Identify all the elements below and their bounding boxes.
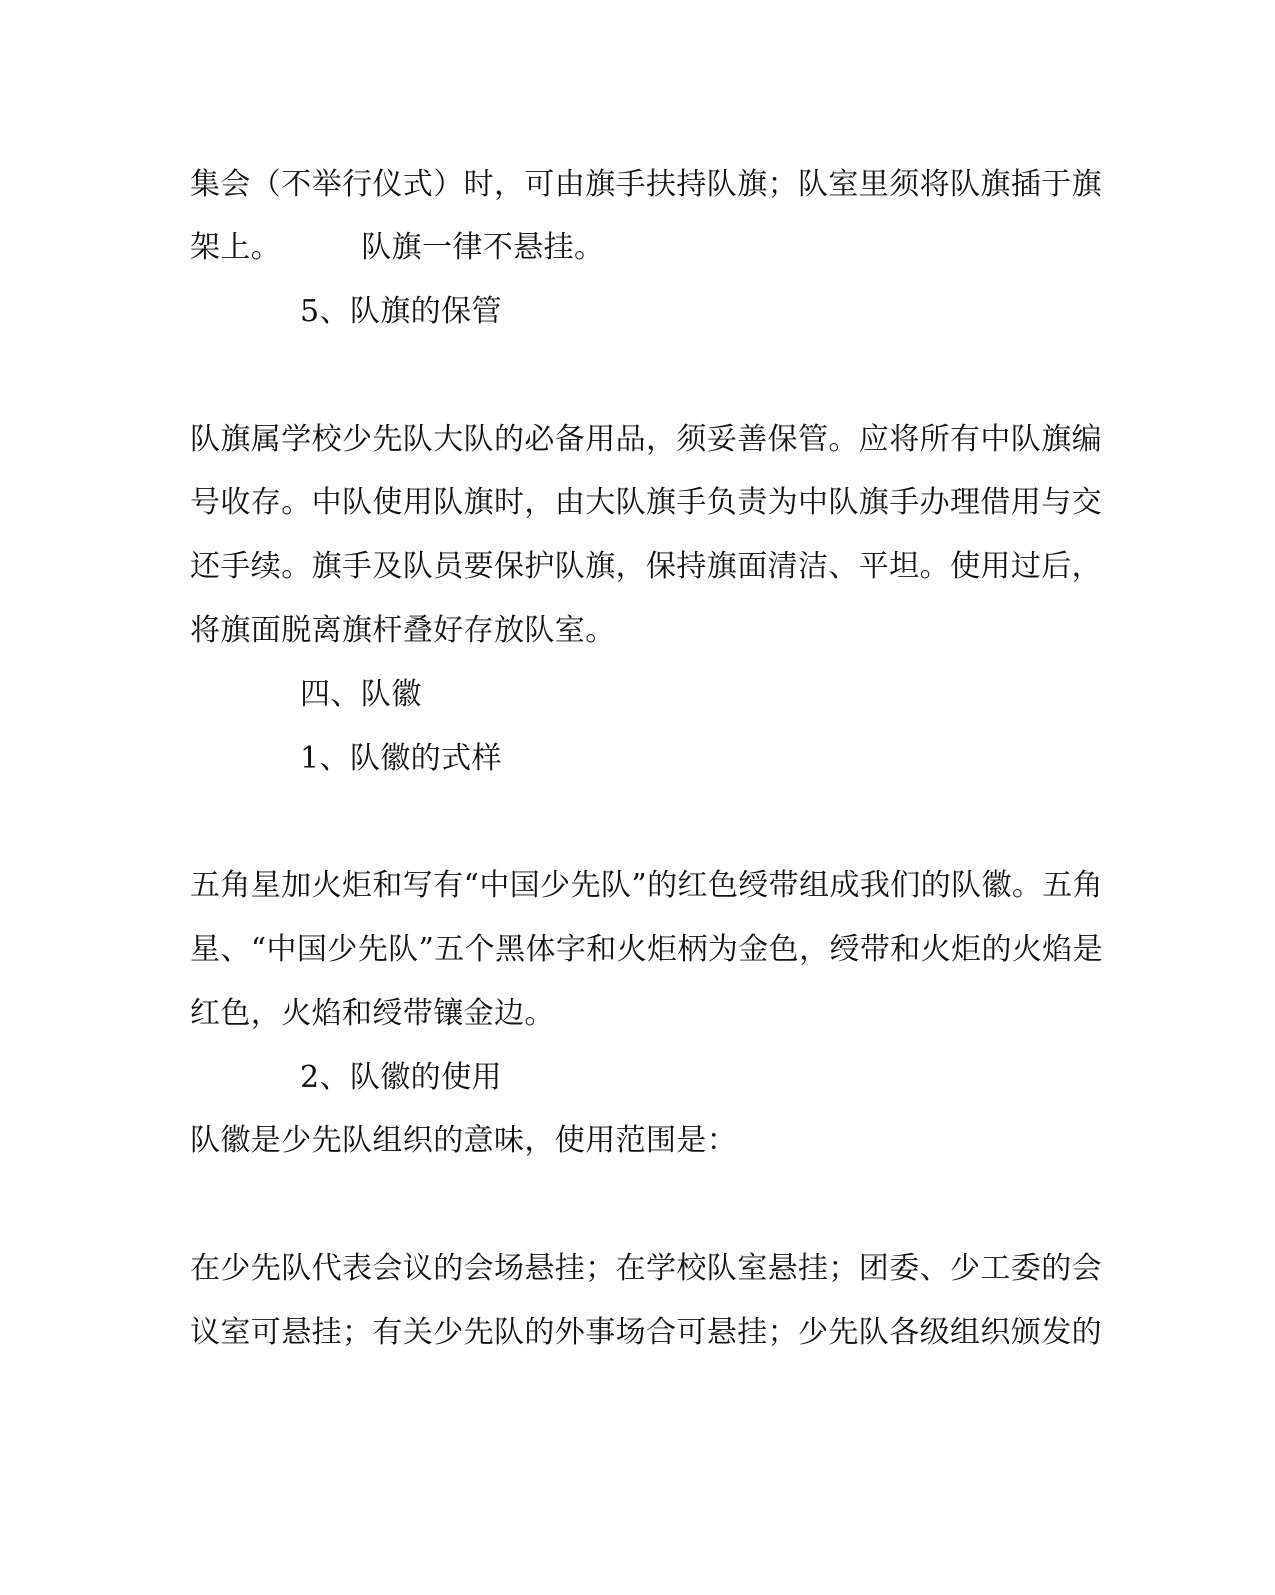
section-heading: 2、队徽的使用 [300, 1060, 502, 1095]
section-heading: 四、队徽 [300, 677, 422, 712]
paragraph-line: 将旗面脱离旗杆叠好存放队室。 [190, 613, 616, 648]
paragraph-line: 集会（不举行仪式）时，可由旗手扶持队旗；队室里须将队旗插于旗 [190, 167, 1102, 202]
paragraph-line: 还手续。旗手及队员要保护队旗，保持旗面清洁、平坦。使用过后， [190, 549, 1102, 584]
paragraph-text: 架上。 [190, 230, 282, 265]
paragraph-line: 议室可悬挂；有关少先队的外事场合可悬挂；少先队各级组织颁发的 [190, 1315, 1102, 1350]
paragraph-line: 在少先队代表会议的会场悬挂；在学校队室悬挂；团委、少工委的会 [190, 1251, 1102, 1286]
paragraph-text: 队旗一律不悬挂。 [361, 230, 605, 265]
paragraph-line: 号收存。中队使用队旗时，由大队旗手负责为中队旗手办理借用与交 [190, 485, 1102, 520]
section-heading: 1、队徽的式样 [300, 741, 502, 776]
paragraph-line: 队旗属学校少先队大队的必备用品，须妥善保管。应将所有中队旗编 [190, 422, 1102, 457]
paragraph-line: 红色，火焰和绶带镶金边。 [190, 996, 555, 1031]
section-heading: 5、队旗的保管 [300, 294, 502, 329]
paragraph-line: 星、“中国少先队”五个黑体字和火炬柄为金色，绶带和火炬的火焰是 [190, 932, 1104, 967]
paragraph-line: 队徽是少先队组织的意味，使用范围是： [190, 1123, 738, 1158]
paragraph-line [190, 228, 604, 268]
paragraph-line: 五角星加火炬和写有“中国少先队”的红色绶带组成我们的队徽。五角 [190, 868, 1104, 903]
